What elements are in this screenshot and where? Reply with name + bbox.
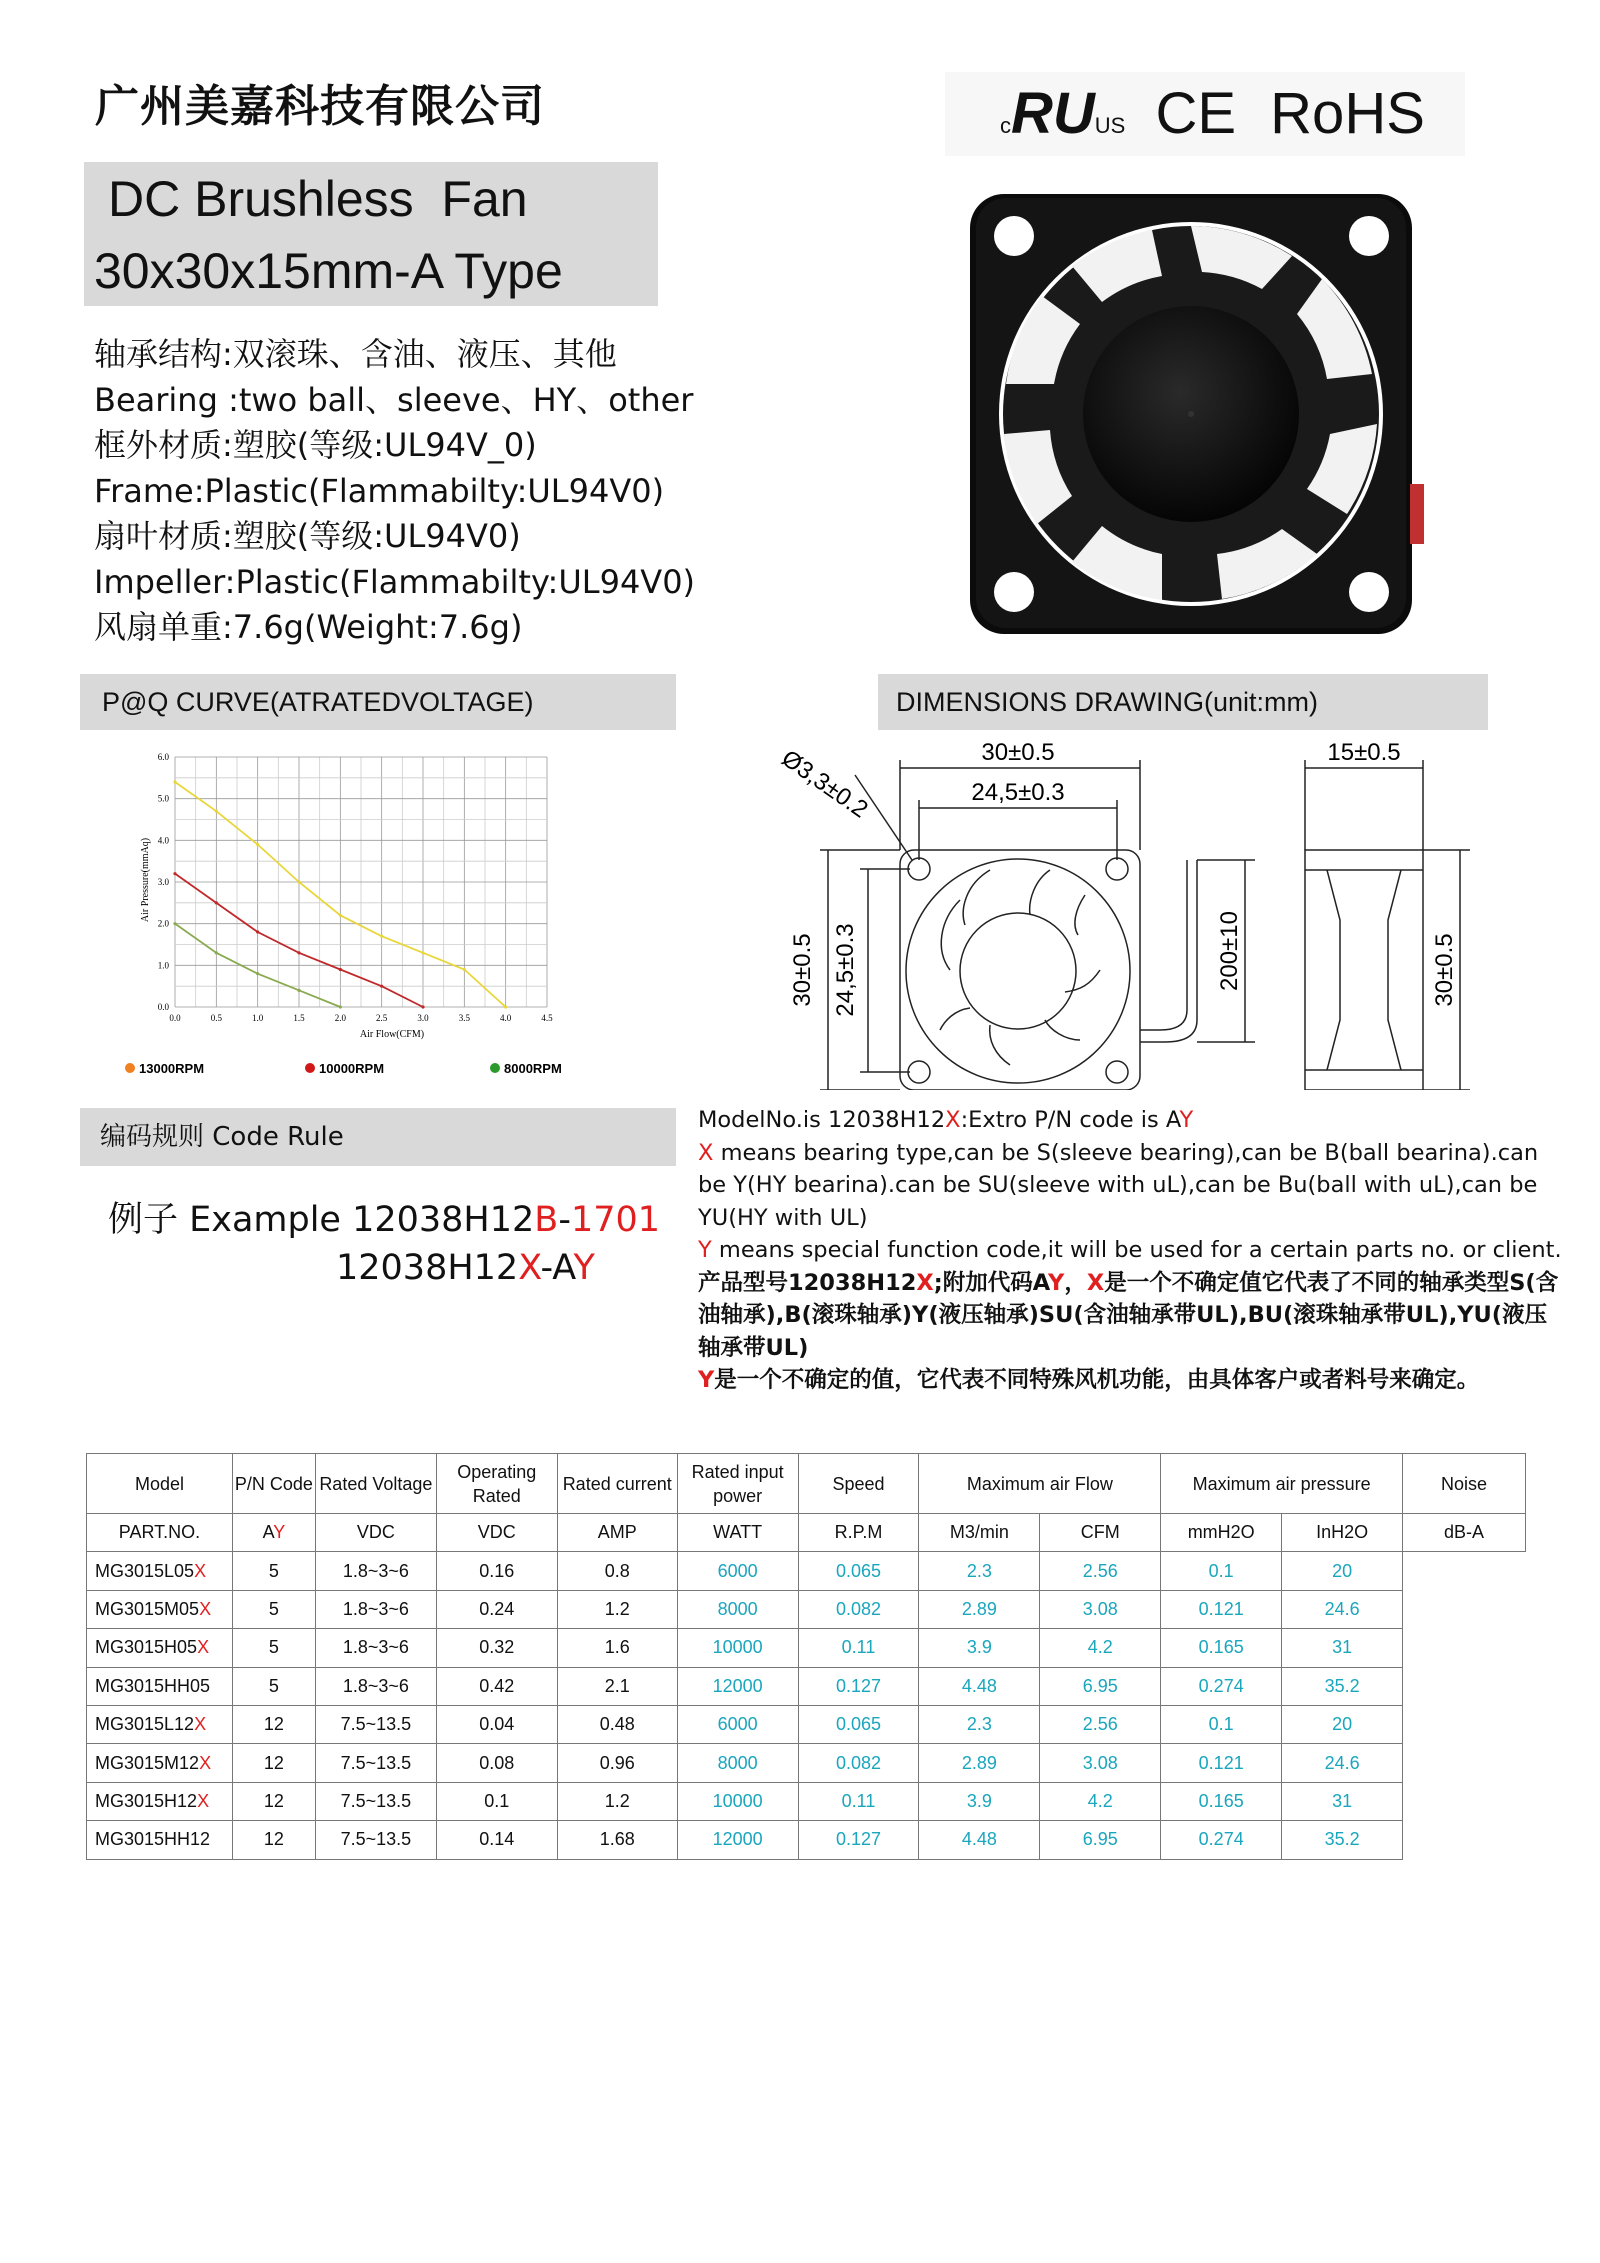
pq-curve-header: P@Q CURVE(ATRATEDVOLTAGE) — [80, 674, 676, 730]
fan-photo — [962, 184, 1424, 646]
example-x: X — [518, 1248, 541, 1288]
spec-line: 扇叶材质:塑胶(等级:UL94V0) — [94, 517, 521, 555]
unit-m3: M3/min — [919, 1514, 1040, 1552]
data-point — [339, 968, 342, 971]
unit-mmh2o: mmH2O — [1161, 1514, 1282, 1552]
data-point — [256, 930, 259, 933]
example-label: 例子 Example 12038H12 — [108, 1200, 535, 1240]
table-header-row — [87, 1454, 1526, 1514]
y-tick-label: 1.0 — [157, 960, 169, 971]
rule-line-5: Y是一个不确定的值，它代表不同特殊风机功能，由具体客户或者料号来确定。 — [698, 1367, 1480, 1393]
table-row — [87, 1744, 1526, 1782]
table-row — [87, 1705, 1526, 1743]
th-rated-voltage: Rated Voltage — [315, 1454, 436, 1514]
current-cell: 0.14 — [436, 1821, 557, 1859]
unit-rpm: R.P.M — [798, 1514, 919, 1552]
chart-legend — [125, 1061, 562, 1076]
th-rated-current: Rated current — [557, 1454, 677, 1514]
unit-cfm: CFM — [1040, 1514, 1161, 1552]
data-point — [339, 914, 342, 917]
speed-cell: 6000 — [677, 1552, 798, 1590]
speed-cell: 10000 — [677, 1629, 798, 1667]
unit-dba: dB-A — [1403, 1514, 1526, 1552]
spec-line: Impeller:Plastic(Flammabilty:UL94V0) — [94, 562, 696, 601]
table-row — [87, 1782, 1526, 1820]
certification-logos — [945, 72, 1465, 156]
dimensions-header: DIMENSIONS DRAWING(unit:mm) — [878, 674, 1488, 730]
pressure-inh2o-cell: 0.165 — [1161, 1782, 1282, 1820]
title-box — [84, 162, 658, 306]
data-point — [504, 1005, 507, 1008]
operating-voltage-cell: 7.5~13.5 — [315, 1744, 436, 1782]
pq-curve-chart — [120, 735, 570, 1090]
voltage-cell: 12 — [232, 1821, 315, 1859]
airflow-m3-cell: 0.11 — [798, 1782, 919, 1820]
th-rated-input-power: Rated input power — [677, 1454, 798, 1514]
dim-hole-pitch: 24,5±0.3 — [971, 779, 1065, 806]
pressure-inh2o-cell: 0.121 — [1161, 1590, 1282, 1628]
dim-depth: 15±0.5 — [1327, 739, 1401, 766]
current-cell: 0.08 — [436, 1744, 557, 1782]
voltage-cell: 5 — [232, 1552, 315, 1590]
chart-ticks — [158, 752, 553, 1023]
airflow-cfm-cell: 2.89 — [919, 1590, 1040, 1628]
noise-cell: 20 — [1282, 1552, 1403, 1590]
data-point — [297, 880, 300, 883]
dim-pitch-left: 24,5±0.3 — [832, 923, 859, 1017]
part-no-cell: MG3015M12X — [87, 1744, 233, 1782]
part-no-cell: MG3015H12X — [87, 1782, 233, 1820]
current-cell: 0.32 — [436, 1629, 557, 1667]
data-point — [215, 951, 218, 954]
airflow-cfm-cell: 3.9 — [919, 1629, 1040, 1667]
pressure-mmh2o-cell: 4.2 — [1040, 1629, 1161, 1667]
power-cell: 1.2 — [557, 1590, 677, 1628]
th-pn-code: P/N Code — [232, 1454, 315, 1514]
airflow-m3-cell: 0.065 — [798, 1705, 919, 1743]
data-point — [463, 968, 466, 971]
data-point — [173, 872, 176, 875]
y-tick-label: 4.0 — [157, 835, 169, 846]
data-point — [173, 922, 176, 925]
table-row — [87, 1629, 1526, 1667]
power-cell: 1.2 — [557, 1782, 677, 1820]
x-tick-label: 1.0 — [252, 1013, 264, 1023]
pressure-inh2o-cell: 0.165 — [1161, 1629, 1282, 1667]
noise-cell: 20 — [1282, 1705, 1403, 1743]
code-rule-header: 编码规则 Code Rule — [80, 1108, 676, 1166]
legend-label: 13000RPM — [139, 1061, 205, 1076]
current-cell: 0.16 — [436, 1552, 557, 1590]
company-name: 广州美嘉科技有限公司 — [95, 81, 545, 132]
airflow-cfm-cell: 3.9 — [919, 1782, 1040, 1820]
current-cell: 0.04 — [436, 1705, 557, 1743]
unit-vdc: VDC — [315, 1514, 436, 1552]
noise-cell: 35.2 — [1282, 1667, 1403, 1705]
rule-line-4: 产品型号12038H12X;附加代码AY，X是一个不确定值它代表了不同的轴承类型S(含油轴承),B(滚珠轴承)Y(液压轴承)SU(含油轴承带UL),BU(滚珠轴承带UL),YU(液压轴承带UL) — [698, 1269, 1559, 1361]
pressure-mmh2o-cell: 6.95 — [1040, 1667, 1161, 1705]
x-axis-label: Air Flow(CFM) — [359, 1029, 425, 1040]
x-tick-label: 4.5 — [541, 1013, 553, 1023]
y-tick-label: 6.0 — [157, 752, 169, 762]
current-cell: 0.1 — [436, 1782, 557, 1820]
table-row — [87, 1552, 1526, 1590]
dim-hole: Ø3,3±0.2 — [776, 744, 873, 824]
operating-voltage-cell: 1.8~3~6 — [315, 1629, 436, 1667]
operating-voltage-cell: 7.5~13.5 — [315, 1705, 436, 1743]
ul-c-mark: c — [1000, 113, 1011, 138]
y-tick-label: 0.0 — [157, 1002, 169, 1012]
speed-cell: 8000 — [677, 1744, 798, 1782]
data-point — [173, 780, 176, 783]
part-no-cell: MG3015HH05 — [87, 1667, 233, 1705]
data-point — [421, 951, 424, 954]
noise-cell: 35.2 — [1282, 1821, 1403, 1859]
airflow-cfm-cell: 2.3 — [919, 1705, 1040, 1743]
data-point — [215, 901, 218, 904]
speed-cell: 12000 — [677, 1667, 798, 1705]
noise-cell: 24.6 — [1282, 1590, 1403, 1628]
ul-logo: RU — [1011, 81, 1095, 146]
y-axis-label: Air Pressure(mmAq) — [140, 837, 151, 923]
table-row — [87, 1590, 1526, 1628]
legend-label: 8000RPM — [504, 1061, 562, 1076]
example-dash: - — [558, 1200, 571, 1240]
operating-voltage-cell: 7.5~13.5 — [315, 1782, 436, 1820]
speed-cell: 12000 — [677, 1821, 798, 1859]
data-point — [215, 810, 218, 813]
data-point — [421, 1005, 424, 1008]
spec-line: Frame:Plastic(Flammabilty:UL94V0) — [94, 471, 665, 510]
data-point — [297, 989, 300, 992]
table-row — [87, 1667, 1526, 1705]
rohs-logo: RoHS — [1270, 81, 1425, 146]
operating-voltage-cell: 1.8~3~6 — [315, 1590, 436, 1628]
x-tick-label: 0.5 — [210, 1013, 222, 1023]
operating-voltage-cell: 7.5~13.5 — [315, 1821, 436, 1859]
pn-code-cell: AY — [232, 1514, 315, 1552]
voltage-cell: 12 — [232, 1705, 315, 1743]
power-cell: 2.1 — [557, 1667, 677, 1705]
airflow-cfm-cell: 2.3 — [919, 1552, 1040, 1590]
y-tick-label: 3.0 — [157, 877, 169, 887]
voltage-cell: 5 — [232, 1667, 315, 1705]
power-cell: 0.48 — [557, 1705, 677, 1743]
th-max-air-flow: Maximum air Flow — [919, 1454, 1161, 1514]
unit-watt: WATT — [677, 1514, 798, 1552]
pressure-mmh2o-cell: 6.95 — [1040, 1821, 1161, 1859]
unit-inh2o: InH2O — [1282, 1514, 1403, 1552]
part-no-cell: MG3015H05X — [87, 1629, 233, 1667]
noise-cell: 31 — [1282, 1782, 1403, 1820]
pressure-mmh2o-cell: 2.56 — [1040, 1705, 1161, 1743]
legend-marker — [490, 1063, 500, 1073]
airflow-m3-cell: 0.082 — [798, 1744, 919, 1782]
dim-height-left: 30±0.5 — [789, 933, 816, 1007]
example-code: 1701 — [570, 1200, 661, 1240]
operating-voltage-cell: 1.8~3~6 — [315, 1667, 436, 1705]
spec-line: Bearing :two ball、sleeve、HY、other — [94, 380, 694, 419]
table-units-row — [87, 1514, 1526, 1552]
power-cell: 1.6 — [557, 1629, 677, 1667]
airflow-m3-cell: 0.082 — [798, 1590, 919, 1628]
y-tick-label: 2.0 — [157, 918, 169, 929]
example-y: Y — [573, 1248, 595, 1288]
data-point — [256, 843, 259, 846]
data-point — [339, 1005, 342, 1008]
operating-voltage-cell: 1.8~3~6 — [315, 1552, 436, 1590]
example-a: -A — [540, 1248, 574, 1288]
pressure-inh2o-cell: 0.1 — [1161, 1552, 1282, 1590]
unit-vdc: VDC — [436, 1514, 557, 1552]
voltage-cell: 5 — [232, 1590, 315, 1628]
example-line-1 — [108, 1192, 660, 1242]
noise-cell: 31 — [1282, 1629, 1403, 1667]
code-rule-text — [698, 1104, 1568, 1397]
y-tick-label: 5.0 — [157, 793, 169, 804]
title-line-1: DC Brushless Fan — [108, 171, 528, 227]
noise-cell: 24.6 — [1282, 1744, 1403, 1782]
airflow-m3-cell: 0.127 — [798, 1667, 919, 1705]
x-tick-label: 2.5 — [376, 1013, 388, 1023]
legend-marker — [125, 1063, 135, 1073]
spec-table — [86, 1453, 1526, 1860]
airflow-m3-cell: 0.11 — [798, 1629, 919, 1667]
dim-height-side: 30±0.5 — [1431, 933, 1458, 1007]
pressure-mmh2o-cell: 3.08 — [1040, 1590, 1161, 1628]
data-point — [380, 935, 383, 938]
data-point — [380, 985, 383, 988]
th-model: Model — [87, 1454, 233, 1514]
th-operating-rated: Operating Rated — [436, 1454, 557, 1514]
x-tick-label: 3.5 — [458, 1013, 470, 1023]
x-tick-label: 3.0 — [417, 1013, 429, 1023]
example-b: B — [534, 1200, 559, 1240]
pressure-inh2o-cell: 0.274 — [1161, 1667, 1282, 1705]
pressure-mmh2o-cell: 2.56 — [1040, 1552, 1161, 1590]
data-point — [297, 951, 300, 954]
legend-marker — [305, 1063, 315, 1073]
example-line-2 — [336, 1248, 595, 1288]
pressure-inh2o-cell: 0.121 — [1161, 1744, 1282, 1782]
pressure-mmh2o-cell: 3.08 — [1040, 1744, 1161, 1782]
spec-line: 框外材质:塑胶(等级:UL94V_0) — [94, 426, 537, 464]
unit-part-no: PART.NO. — [87, 1514, 233, 1552]
x-tick-label: 4.0 — [500, 1013, 512, 1023]
spec-list — [94, 332, 695, 651]
th-noise: Noise — [1403, 1454, 1526, 1514]
current-cell: 0.42 — [436, 1667, 557, 1705]
data-point — [256, 972, 259, 975]
current-cell: 0.24 — [436, 1590, 557, 1628]
rule-line-1: ModelNo.is 12038H12X:Extro P/N code is AY — [698, 1107, 1194, 1133]
speed-cell: 6000 — [677, 1705, 798, 1743]
x-tick-label: 1.5 — [293, 1013, 305, 1023]
x-tick-label: 2.0 — [334, 1013, 346, 1023]
dimensions-drawing — [760, 720, 1480, 1090]
spec-line: 风扇单重:7.6g(Weight:7.6g) — [94, 608, 523, 646]
part-no-cell: MG3015L12X — [87, 1705, 233, 1743]
spec-line: 轴承结构:双滚珠、含油、液压、其他 — [94, 335, 617, 373]
power-cell: 0.96 — [557, 1744, 677, 1782]
th-speed: Speed — [798, 1454, 919, 1514]
airflow-cfm-cell: 2.89 — [919, 1744, 1040, 1782]
example-prefix: 12038H12 — [336, 1248, 519, 1288]
part-no-cell: MG3015M05X — [87, 1590, 233, 1628]
table-row — [87, 1821, 1526, 1859]
pressure-mmh2o-cell: 4.2 — [1040, 1782, 1161, 1820]
chart-grid — [175, 757, 547, 1007]
pressure-inh2o-cell: 0.274 — [1161, 1821, 1282, 1859]
airflow-m3-cell: 0.127 — [798, 1821, 919, 1859]
dim-width: 30±0.5 — [981, 739, 1055, 766]
power-cell: 0.8 — [557, 1552, 677, 1590]
title-line-2: 30x30x15mm-A Type — [94, 243, 563, 299]
unit-amp: AMP — [557, 1514, 677, 1552]
part-no-cell: MG3015HH12 — [87, 1821, 233, 1859]
dim-lead: 200±10 — [1216, 911, 1243, 991]
pressure-inh2o-cell: 0.1 — [1161, 1705, 1282, 1743]
speed-cell: 10000 — [677, 1782, 798, 1820]
airflow-m3-cell: 0.065 — [798, 1552, 919, 1590]
speed-cell: 8000 — [677, 1590, 798, 1628]
airflow-cfm-cell: 4.48 — [919, 1667, 1040, 1705]
airflow-cfm-cell: 4.48 — [919, 1821, 1040, 1859]
rule-line-3: Y means special function code,it will be used for a certain parts no. or client. — [698, 1237, 1562, 1263]
x-tick-label: 0.0 — [169, 1013, 181, 1023]
power-cell: 1.68 — [557, 1821, 677, 1859]
part-no-cell: MG3015L05X — [87, 1552, 233, 1590]
voltage-cell: 5 — [232, 1629, 315, 1667]
ce-logo: CE — [1155, 81, 1237, 146]
voltage-cell: 12 — [232, 1744, 315, 1782]
th-max-air-pressure: Maximum air pressure — [1161, 1454, 1403, 1514]
legend-label: 10000RPM — [319, 1061, 385, 1076]
voltage-cell: 12 — [232, 1782, 315, 1820]
rule-line-2: X means bearing type,can be S(sleeve bearing),can be B(ball bearina).can be Y(HY bearina).can be SU(sleeve with uL),can be Bu(ball with uL),can be YU(HY with UL) — [698, 1139, 1539, 1231]
ul-us-mark: US — [1094, 113, 1126, 138]
